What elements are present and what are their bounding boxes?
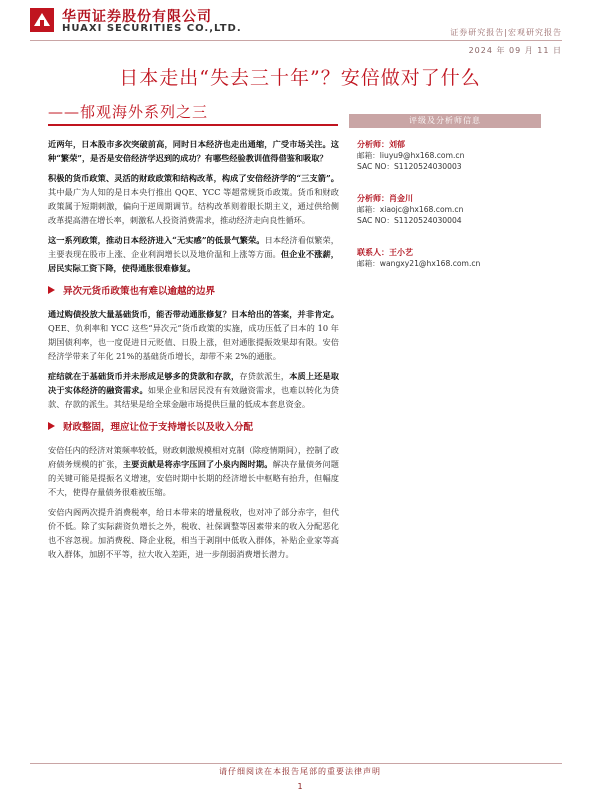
header-divider xyxy=(30,40,562,41)
contact-entry xyxy=(357,246,541,269)
triangle-bullet-icon xyxy=(48,286,55,294)
section-heading-monetary xyxy=(48,283,339,297)
section-bold: 症结就在于基础货币并未形成足够多的贷款和存款， xyxy=(48,371,240,381)
section-text: 存贷款派生， xyxy=(239,371,290,381)
main-content xyxy=(48,137,339,567)
section-text: 解决存量债务问题的关键可能是提振名义增速，安倍时期中长期的经济增长中枢略有抬升，但幅度不大，使得存量债务很难被压缩。 xyxy=(48,459,339,497)
section-paragraph xyxy=(48,443,339,499)
summary-text: 其中最广为人知的是日本央行推出 QQE、YCC 等超常规货币政策。货币和财政政策属于短期刺激，偏向于逆周期调节。结构改革则着眼长期主义，通过供给侧改革提高潜在增长率，刺激私人投资消费需求，推动经济走向良性循环。 xyxy=(48,187,339,225)
summary-bold: 近两年，日本股市多次突破前高，同时日本经济也走出通缩，广受市场关注。这种“繁荣”，是否是安倍经济学迟到的成功？有哪些经验教训值得借鉴和吸取？ xyxy=(48,139,339,163)
title-divider xyxy=(48,124,338,126)
report-type: 证券研究报告|宏观研究报告 xyxy=(450,28,562,37)
contact-name: 联系人：王小艺 xyxy=(357,247,413,257)
section-bold: 本质上还是取决于实体经济的融资需求。 xyxy=(48,371,339,395)
analyst-panel-heading: 评级及分析师信息 xyxy=(349,114,541,128)
summary-bold: 积极的货币政策、灵活的财政政策和结构改革，构成了安倍经济学的“三支箭”。 xyxy=(48,173,339,183)
section-text: 安倍内阁两次提升消费税率，给日本带来的增量税收，也对冲了部分赤字，但代价不低。除了实际薪资负增长之外，税收、社保调整等因素带来的收入分配恶化也不容忽视。加消费税、降企业税，相当于剥削中低收入群体，补贴企业家等高收入群体，加剧不平等，拉大收入差距，进一步削弱消费增长潜力。 xyxy=(48,507,339,559)
section-paragraph xyxy=(48,505,339,561)
analyst-entry xyxy=(357,192,541,226)
analyst-email[interactable]: 邮箱：liuyu9@hx168.com.cn xyxy=(357,151,465,160)
triangle-bullet-icon xyxy=(48,422,55,430)
section-heading-fiscal xyxy=(48,419,339,433)
analyst-sac-number: SAC NO：S1120524030003 xyxy=(357,162,462,171)
summary-text: 日本经济看似繁荣，主要表现在股市上涨、企业利润增长以及地价温和上涨等方面。 xyxy=(48,235,339,259)
section-text: QEE、负利率和 YCC 这些“异次元”货币政策的实施，成功压低了日本的 10 年期国债利率，也一度促进日元贬值、日股上涨，但对通胀提振效果却有限。安倍经济学带来了年化 21%的基础货币增长，却带不来 2%的通胀。 xyxy=(48,323,339,361)
analyst-panel xyxy=(349,114,541,269)
report-title: 日本走出“失去三十年”？安倍做对了什么 xyxy=(119,67,481,89)
contact-email[interactable]: 邮箱：wangxy21@hx168.com.cn xyxy=(357,259,481,268)
section-bold: 主要贡献是将赤字压回了小泉内阁时期。 xyxy=(122,459,273,469)
legal-notice: 请仔细阅读在本报告尾部的重要法律声明 xyxy=(219,767,381,776)
section-text: 安倍任内的经济对策频率较低，财政刺激规模相对克制（除疫情期间），控制了政府债务规模的扩张， xyxy=(48,445,339,469)
summary-bold: 但企业不涨薪，居民实际工资下降，使得通胀很难修复。 xyxy=(48,249,339,273)
page-number: 1 xyxy=(297,782,303,791)
report-header xyxy=(0,0,600,60)
report-date: 2024 年 09 月 11 日 xyxy=(468,46,562,55)
analyst-name: 分析师：肖金川 xyxy=(357,193,413,203)
summary-paragraph xyxy=(48,171,339,227)
section-paragraph xyxy=(48,307,339,363)
summary-paragraph xyxy=(48,137,339,165)
company-name-en: HUAXI SECURITIES CO.,LTD. xyxy=(62,23,242,34)
section-text: 如果企业和居民没有有效融资需求，也难以转化为贷款、存款的派生。其结果是给全球金融市场提供巨量的低成本套息资金。 xyxy=(48,385,339,409)
summary-bold: 这一系列政策，推动日本经济进入“无实感”的低景气繁荣。 xyxy=(48,235,265,245)
section-paragraph xyxy=(48,369,339,411)
footer-divider xyxy=(30,763,562,764)
analyst-sac-number: SAC NO：S1120524030004 xyxy=(357,216,462,225)
analyst-entry xyxy=(357,138,541,172)
section-heading-text: 异次元货币政策也有难以逾越的边界 xyxy=(63,286,216,297)
analyst-name: 分析师：刘郁 xyxy=(357,139,405,149)
company-name-cn: 华西证券股份有限公司 xyxy=(62,9,212,25)
section-heading-text: 财政整固，理应让位于支持增长以及收入分配 xyxy=(63,422,254,433)
section-bold: 通过购债投放大量基础货币，能否带动通胀修复？日本给出的答案，并非肯定。 xyxy=(48,309,339,319)
analyst-email[interactable]: 邮箱：xiaojc@hx168.com.cn xyxy=(357,205,464,214)
huaxi-logo-icon xyxy=(30,8,54,32)
summary-paragraph xyxy=(48,233,339,275)
report-subtitle: ——郁观海外系列之三 xyxy=(48,103,209,121)
